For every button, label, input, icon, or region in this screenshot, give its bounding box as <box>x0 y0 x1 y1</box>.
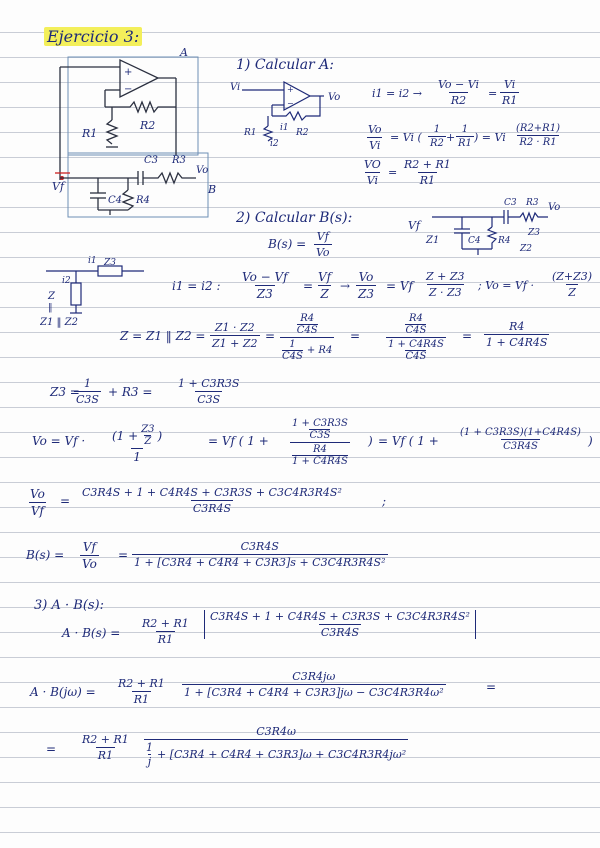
B-def-frac: $\frac{Vf}{Vo}$ <box>316 230 330 259</box>
part1-eq1-frac1: $\frac{Vo - Vi}{R2}$ <box>438 78 480 107</box>
svg-text:Z1: Z1 <box>426 235 440 246</box>
eqLast-lhs: = <box>46 742 57 756</box>
svg-text:R1: R1 <box>244 128 257 138</box>
notebook-page: Ejercicio 3: A B + − R2 R1 C3 R3 Vo C4 R4 Vf 1) Calcular A: Vi + − Vo R1 i1 R2 i2 i1 = i2 → $\frac{Vo - Vi}{R2}$ = $\frac{Vi}{R1}$ $\frac{Vo}{Vi}$ = Vi ( $\frac{1}{R2}$ + $\frac{1}{R1}$ ) = Vi $\frac{(R2+R1)}{R2 \cdot R1}$ $\frac{VO}{Vi}$ = $\frac{R2 + R1}{R1}$ 2) Calcular B(s): B(s) = $\frac{Vf}{Vo}$ Vf C3 R3 Vo Z3 C4 R4 Z1 Z2 i1 Z3 i2 Z ‖ Z1 ‖ Z2 i1 = i2 : $\frac{Vo - Vf}{Z3}$ = $\frac{Vf}{Z}$ → $\frac{Vo}{Z3}$ = Vf $\frac{Z + Z3}{Z \cdot Z3}$ ; Vo = Vf · $\frac{(Z+Z3)}{Z}$ Z = Z1 ‖ Z2 = $\frac{Z1 \cdot Z2}{Z1 + Z2}$ = R4 C4S 1 C4S + R4 = R4 C4S 1 + C4R4S C4S = $\frac{R4}{1 + C4R4S}$ Z3 = $\frac{1}{C3S}$ + R3 = $\frac{1 + C3R3S}{C3S}$ Vo = Vf · (1 + $\frac{Z3}{Z}$ ) 1 = Vf ( 1 + 1 + C3R3S C3S R4 1 + C4R4S ) = Vf ( 1 + $\frac{(1 + C3R3S)(1+C4R4S)}{C3R4S}$ ) $\frac{Vo}{Vf}$ = $\frac{\text{C3R4S + 1 + C4R4S + C3R3S + C3C4R3R4S²}}{C3R4S}$ ; B(s) = $\frac{Vf}{Vo}$ = $\frac{C3R4S}{\text{1 + [C3R4 + C4R4 + C3R3]s + C3C4R3R4S²}}$ 3) A · B(s): A · B(s) = $\frac{R2 + R1}{R1}$ $\frac{\text{C3R4S + 1 + C4R4S + C3R3S + C3C4R3R4S²}}{C3R4S}$ A · B(jω) = $\frac{R2 + R1}{R1}$ $\frac{C3R4j\omega}{\text{1 + [C3R4 + C4R4 + C3R3]jω − C3C4R3R4ω²}}$ = = $\frac{R2 + R1}{R1}$ C3R4ω 1 j + [C3R4 + C4R4 + C3R3]ω + C3C4R3R4jω² <box>0 0 600 848</box>
svg-text:i2: i2 <box>270 139 279 148</box>
svg-text:Z2: Z2 <box>520 244 532 254</box>
svg-text:+: + <box>124 67 133 78</box>
svg-text:Z1 ‖ Z2: Z1 ‖ Z2 <box>40 317 78 328</box>
B-def-lhs: B(s) = <box>268 237 307 251</box>
part3-lhs: A · B(s) = <box>62 626 121 640</box>
C3-label: C3 <box>144 155 159 166</box>
eqZ-lhs: Z = Z1 ‖ Z2 = <box>120 329 206 343</box>
R1-label: R1 <box>82 127 98 140</box>
block-A-label: A <box>180 46 188 59</box>
svg-text:‖: ‖ <box>48 303 53 313</box>
part1-eq2-lhs: $\frac{Vo}{Vi}$ <box>368 123 382 152</box>
part3-heading: 3) A · B(s): <box>34 598 105 613</box>
part2-heading: 2) Calcular B(s): <box>236 210 353 226</box>
svg-text:i1: i1 <box>88 256 97 266</box>
divider-circuit <box>40 253 160 333</box>
block-B-label: B <box>208 183 217 196</box>
svg-text:−: − <box>124 84 133 95</box>
R3-label: R3 <box>172 155 186 166</box>
svg-text:R3: R3 <box>526 198 539 208</box>
eqVoVf-lhs: $\frac{Vo}{Vf}$ <box>30 487 45 518</box>
svg-text:+: + <box>287 85 294 94</box>
svg-text:C4: C4 <box>468 236 481 246</box>
part1-eq1-frac2: $\frac{Vi}{R1}$ <box>502 78 518 107</box>
svg-text:Vo: Vo <box>328 92 341 103</box>
part1-circuit <box>224 78 354 148</box>
C4-label: C4 <box>108 195 123 206</box>
svg-text:−: − <box>287 99 294 108</box>
svg-text:i1: i1 <box>280 123 289 133</box>
svg-text:Z: Z <box>48 291 55 302</box>
svg-text:R2: R2 <box>296 128 309 138</box>
eqAjw-lhs: A · B(jω) = <box>30 685 96 699</box>
svg-text:Vf: Vf <box>408 219 421 232</box>
R2-label: R2 <box>140 119 156 132</box>
svg-text:Z3: Z3 <box>528 228 540 238</box>
part2-circuit <box>408 193 573 268</box>
circuit-diagram <box>50 45 220 220</box>
svg-text:Z3: Z3 <box>104 258 116 268</box>
part1-eq3-lhs: $\frac{VO}{Vi}$ <box>364 158 381 187</box>
R4-label: R4 <box>136 195 150 206</box>
exercise-title: Ejercicio 3: <box>44 27 142 46</box>
svg-text:Vo: Vo <box>548 202 561 213</box>
svg-text:i2: i2 <box>62 276 71 286</box>
eqVo-lhs: Vo = Vf · <box>32 434 86 448</box>
eqA-lhs: i1 = i2 : <box>172 279 221 293</box>
svg-text:Vi: Vi <box>230 82 241 93</box>
Vo-label: Vo <box>196 165 209 176</box>
svg-text:R4: R4 <box>498 236 511 246</box>
eqB-lhs: B(s) = <box>26 548 65 562</box>
part1-eq1-lhs: i1 = i2 → <box>372 87 422 100</box>
Vf-label: Vf <box>52 180 65 193</box>
svg-text:C3: C3 <box>504 198 517 208</box>
eqZ3-lhs: Z3 = <box>50 385 80 399</box>
part1-heading: 1) Calcular A: <box>236 57 335 73</box>
